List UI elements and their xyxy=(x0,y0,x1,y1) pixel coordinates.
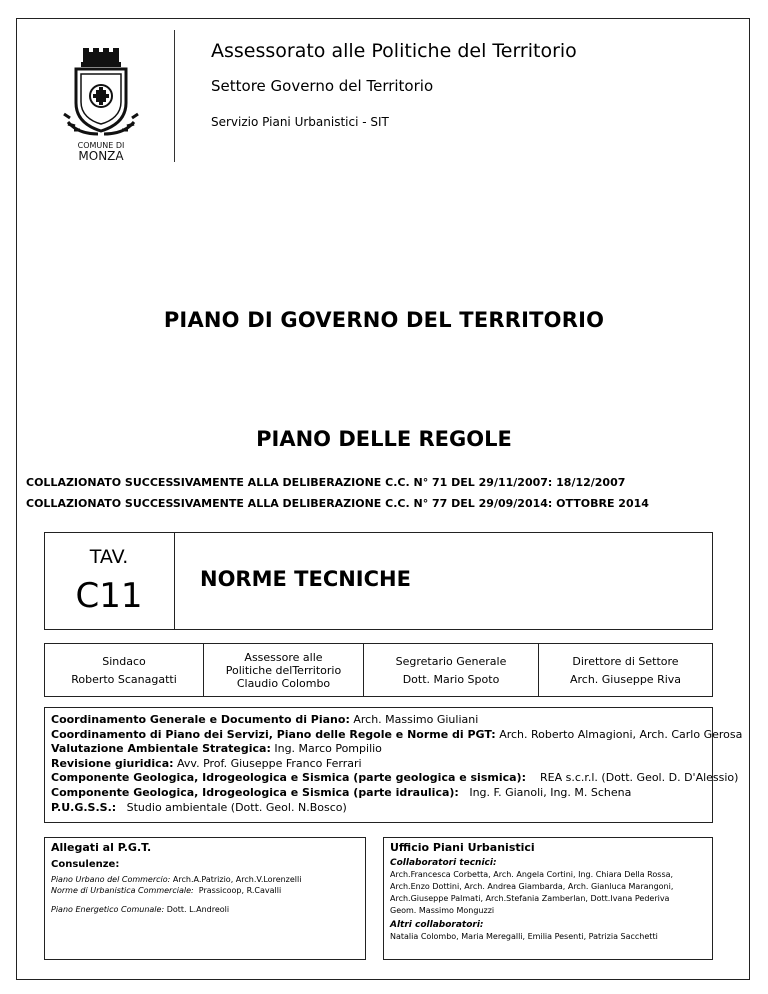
allegato-item xyxy=(51,874,359,885)
signatory-cell xyxy=(364,643,539,697)
tavola-label: TAV. xyxy=(89,546,129,568)
allegato-value: Dott. L.Andreoli xyxy=(166,905,230,914)
credit-line xyxy=(51,801,706,816)
logo-text-bottom: MONZA xyxy=(78,149,124,162)
tavola-divider xyxy=(174,532,175,630)
collazionato-line-2: COLLAZIONATO SUCCESSIVAMENTE ALLA DELIBERAZIONE C.C. N° 77 DEL 29/09/2014: OTTOBRE 2014 xyxy=(26,497,649,510)
collazionato-line-1: COLLAZIONATO SUCCESSIVAMENTE ALLA DELIBERAZIONE C.C. N° 71 DEL 29/11/2007: 18/12/2007 xyxy=(26,476,626,489)
allegato-label: Piano Energetico Comunale: xyxy=(51,905,165,914)
credit-value: Ing. F. Gianoli, Ing. M. Schena xyxy=(469,785,632,799)
collaboratori-line: Arch.Enzo Dottini, Arch. Andrea Giambarda, Arch. Gianluca Marangoni, xyxy=(390,882,674,891)
signatory-name: Claudio Colombo xyxy=(236,676,331,690)
signatory-cell xyxy=(204,643,364,697)
header-divider xyxy=(174,30,175,162)
signatory-role: Segretario Generale xyxy=(395,654,507,668)
ufficio-title: Ufficio Piani Urbanistici xyxy=(390,841,535,854)
allegato-item xyxy=(51,885,359,896)
credit-line xyxy=(51,727,743,743)
allegati-title: Allegati al P.G.T. xyxy=(51,841,152,854)
tavola-number: C11 xyxy=(75,576,143,616)
ufficio-box xyxy=(383,837,713,960)
signatory-name: Roberto Scanagatti xyxy=(71,672,177,686)
credit-value: Avv. Prof. Giuseppe Franco Ferrari xyxy=(177,756,362,770)
assessorato-title: Assessorato alle Politiche del Territorio xyxy=(211,40,577,62)
credit-label: Valutazione Ambientale Strategica: xyxy=(51,742,271,756)
logo-text-top: COMUNE DI xyxy=(77,141,125,150)
credit-line xyxy=(51,786,706,801)
credit-value: Arch. Massimo Giuliani xyxy=(353,713,479,726)
signatory-role: Sindaco xyxy=(102,654,146,668)
credit-value: Arch. Roberto Almagioni, Arch. Carlo Gerosa xyxy=(499,727,743,741)
credit-label: Coordinamento Generale e Documento di Piano: xyxy=(51,713,350,726)
credit-value: Ing. Marco Pompilio xyxy=(274,742,382,756)
collaboratori-line: Geom. Massimo Monguzzi xyxy=(390,906,495,915)
sub-title: PIANO DELLE REGOLE xyxy=(256,427,512,451)
signatory-cell xyxy=(539,643,713,697)
allegato-label: Piano Urbano del Commercio: xyxy=(51,875,171,884)
allegato-label: Norme di Urbanistica Commerciale: xyxy=(51,886,194,895)
altri-label: Altri collaboratori: xyxy=(390,920,484,930)
comune-di-monza-logo xyxy=(50,44,152,162)
allegato-value: Prassicoop, R.Cavalli xyxy=(198,886,282,895)
allegati-box xyxy=(44,837,366,960)
signatory-role: Assessore alle Politiche delTerritorio xyxy=(225,650,342,677)
credits-box xyxy=(44,707,743,823)
allegato-item xyxy=(51,904,359,915)
allegato-value: Arch.A.Patrizio, Arch.V.Lorenzelli xyxy=(172,875,302,884)
collaboratori-label: Collaboratori tecnici: xyxy=(390,858,497,868)
credit-line xyxy=(51,771,739,786)
main-title: PIANO DI GOVERNO DEL TERRITORIO xyxy=(163,308,605,332)
signatory-name: Dott. Mario Spoto xyxy=(402,672,500,686)
signatory-cell xyxy=(44,643,204,697)
signatory-role: Direttore di Settore xyxy=(572,654,679,668)
credit-value: REA s.c.r.l. (Dott. Geol. D. D'Alessio) xyxy=(539,771,739,785)
collaboratori-line: Arch.Francesca Corbetta, Arch. Angela Cortini, Ing. Chiara Della Rossa, xyxy=(390,870,674,879)
settore-title: Settore Governo del Territorio xyxy=(211,77,434,95)
credit-label: Coordinamento di Piano dei Servizi, Piano delle Regole e Norme di PGT: xyxy=(51,727,496,741)
credit-value: Studio ambientale (Dott. Geol. N.Bosco) xyxy=(126,800,347,814)
credit-line xyxy=(51,713,706,728)
credit-label: P.U.G.S.S.: xyxy=(51,800,117,814)
credit-label: Componente Geologica, Idrogeologica e Sismica (parte idraulica): xyxy=(51,785,459,799)
credit-line xyxy=(51,757,706,772)
tavola-title: NORME TECNICHE xyxy=(200,567,411,591)
credit-label: Componente Geologica, Idrogeologica e Sismica (parte geologica e sismica): xyxy=(51,771,526,785)
credit-label: Revisione giuridica: xyxy=(51,756,174,770)
servizio-title: Servizio Piani Urbanistici - SIT xyxy=(211,115,389,129)
collaboratori-line: Arch.Giuseppe Palmati, Arch.Stefania Zamberlan, Dott.Ivana Pederiva xyxy=(390,894,670,903)
credit-line xyxy=(51,742,706,757)
consulenze-label: Consulenze: xyxy=(51,859,120,870)
signatories-row xyxy=(44,643,713,697)
signatory-name: Arch. Giuseppe Riva xyxy=(569,672,682,686)
altri-line: Natalia Colombo, Maria Meregalli, Emilia Pesenti, Patrizia Sacchetti xyxy=(390,932,658,941)
